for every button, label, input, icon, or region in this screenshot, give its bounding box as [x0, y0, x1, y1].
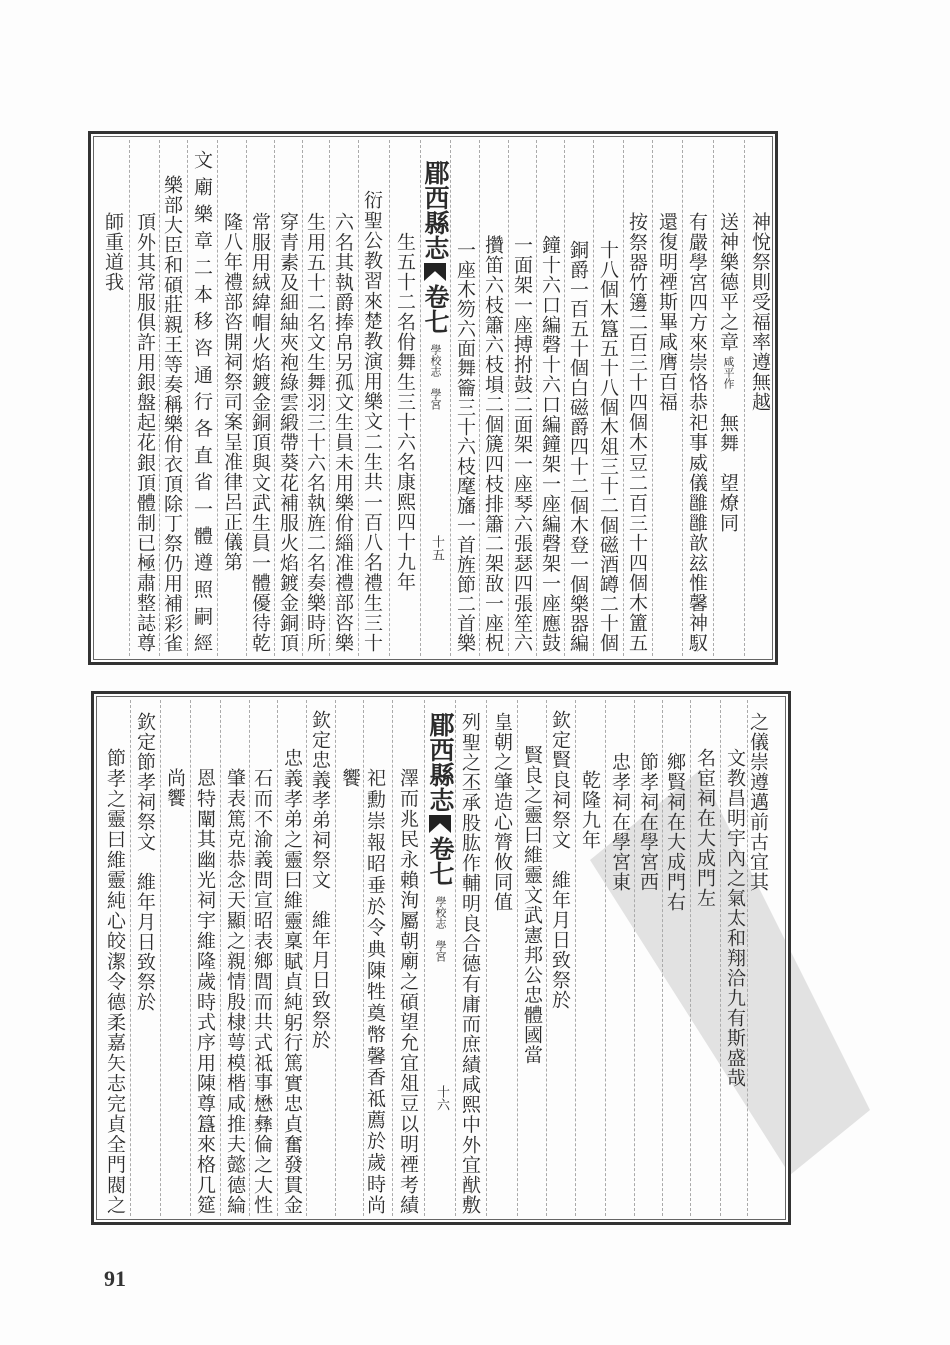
column-rule	[744, 140, 745, 656]
column-text: 皇朝之肇造心膂攸同值	[491, 712, 513, 912]
column-text: 肇表篤克恭念天顯之親情殷棣萼模楷咸推夫懿德綸	[224, 768, 246, 1214]
text-column	[547, 710, 573, 1010]
text-column	[392, 232, 418, 592]
column-text: 石而不渝義問宣昭表鄉閭而共式祗事懋彝倫之大性	[251, 768, 273, 1214]
column-text: 銅爵一百五十個白磁爵四十二個木登一個樂器編	[567, 240, 589, 652]
column-rule	[130, 700, 131, 1216]
column-text: 名宦祠在大成門左	[694, 748, 716, 908]
column-text: 恩特闡其幽光祠宇維隆歲時式序用陳尊簋來格几筵	[194, 768, 216, 1214]
column-rule	[392, 700, 393, 1216]
section-label: 學校志 學宮	[434, 896, 447, 962]
text-column	[509, 235, 535, 652]
column-rule	[713, 140, 714, 656]
column-text: 節孝之靈曰維靈純心皎潔令德柔嘉矢志完貞全門閥之	[104, 748, 126, 1214]
column-text: 饗	[339, 768, 361, 788]
column-rule	[389, 140, 390, 656]
column-rule	[160, 700, 161, 1216]
text-column	[189, 150, 215, 652]
text-column	[577, 770, 603, 850]
column-text: 鐘十六口編磬十六口編鐘架一座編磬架一座應鼓	[539, 235, 561, 652]
fishtail-mark-icon	[424, 263, 446, 281]
section-label: 學校志 學宮	[429, 344, 442, 410]
column-text: 按祭器竹籩二百三十四個木豆二百三十四個木簠五	[626, 212, 648, 652]
text-column	[519, 745, 545, 1065]
text-column	[192, 768, 218, 1214]
text-column	[279, 748, 305, 1214]
text-column	[395, 768, 421, 1214]
column-rule	[450, 140, 451, 656]
column-rule	[605, 700, 606, 1216]
text-column	[307, 710, 333, 1050]
text-column	[635, 752, 661, 892]
text-column	[715, 212, 741, 533]
column-rule	[190, 700, 191, 1216]
leaf-number: 十六	[434, 1085, 449, 1111]
column-text: 常服用絨緯帽火焰鍍金銅頂與文武生員一體優待乾	[249, 212, 271, 652]
text-column	[275, 212, 301, 652]
column-text: 送神樂德平之章	[717, 212, 739, 352]
column-rule	[517, 700, 518, 1216]
text-column	[100, 212, 126, 292]
column-text: 忠孝祠在學宮東	[609, 752, 631, 892]
book-title: 郿西縣志	[426, 712, 455, 812]
column-text: 節孝祠在學宮西	[637, 752, 659, 892]
column-rule	[593, 140, 594, 656]
column-text: 一面架一座搏拊鼓二面架一座琴六張瑟四張笙六	[511, 235, 533, 652]
column-rule	[424, 700, 425, 1216]
column-rule	[682, 140, 683, 656]
column-rule	[575, 700, 576, 1216]
column-text: 文廟樂章二本移咨通行各直省一體遵照嗣經	[191, 150, 213, 652]
text-column	[132, 212, 158, 652]
column-text: 列聖之丕承股肱作輔明良合德有庸而庶績咸熙中外宜猷敷	[459, 712, 481, 1214]
column-text: 頂外其常服俱許用銀盤起花銀頂體制已極肅整誌尊	[134, 212, 156, 652]
text-column	[654, 212, 680, 412]
volume-label: 卷七	[421, 284, 450, 334]
text-column	[537, 235, 563, 652]
column-rule	[187, 140, 188, 656]
column-rule	[720, 700, 721, 1216]
text-column	[480, 235, 506, 652]
column-text: 穿青素及細紬夾袍綠雲緞帶葵花補服火焰鍍金銅頂	[277, 212, 299, 652]
text-column	[624, 212, 650, 652]
column-rule	[486, 700, 487, 1216]
column-text: 衍聖公教習來楚教演用樂文二生共一百八名禮生三十	[361, 190, 383, 652]
page-number: 91	[104, 1266, 126, 1291]
column-rule	[220, 700, 221, 1216]
column-text: 一座木笏六面舞籥三十六枝麾旛一首旌節二首樂	[454, 240, 476, 652]
column-rule	[455, 700, 456, 1216]
column-rule	[335, 700, 336, 1216]
column-text: 乾隆九年	[579, 770, 601, 850]
column-rule	[690, 700, 691, 1216]
text-column	[722, 748, 748, 1088]
text-column	[362, 768, 388, 1214]
book-title: 郿西縣志	[421, 160, 450, 260]
volume-label: 卷七	[426, 836, 455, 886]
column-text: 十八個木簋五十八個木俎三十二個磁酒罇二十個	[597, 240, 619, 652]
column-text: 生五十二名佾舞生三十六名康熙四十九年	[394, 232, 416, 592]
column-text: 尚饗	[164, 768, 186, 808]
text-column	[219, 212, 245, 572]
column-text: 澤而兆民永賴洵屬朝廟之碩望允宜俎豆以明禋考績	[397, 768, 419, 1214]
text-column	[247, 212, 273, 652]
text-column	[102, 748, 128, 1214]
column-text: 欽定賢良祠祭文 維年月日致祭於	[549, 710, 571, 1010]
column-text: 隆八年禮部咨開祠祭司案呈准律呂正儀第	[221, 212, 243, 572]
column-text: 攢笛六枝簫六枝塤二個篪四枝排簫二架敔一座柷	[482, 235, 504, 652]
column-text: 賢良之靈曰維靈文武憲邦公忠體國當	[521, 745, 543, 1065]
text-column	[132, 712, 158, 1012]
column-text: 還復明禋斯畢咸膺百福	[656, 212, 678, 412]
column-text: 樂部大臣和碩莊親王等奏稱樂佾衣頂除丁祭仍用補彩雀	[161, 175, 183, 652]
text-column	[747, 212, 773, 412]
column-text: 忠義孝弟之靈曰維靈稟賦貞純躬行篤實忠貞奮發貫金	[281, 748, 303, 1214]
column-rule	[129, 140, 130, 656]
column-rule	[652, 140, 653, 656]
column-text: 神悅祭則受福率遵無越	[749, 212, 771, 412]
text-column	[359, 190, 385, 652]
text-column	[162, 768, 188, 808]
text-column	[745, 712, 771, 892]
column-text: 欽定節孝祠祭文 維年月日致祭於	[134, 712, 156, 1012]
text-column	[337, 768, 363, 788]
column-text: 鄉賢祠在大成門右	[664, 752, 686, 912]
text-column	[607, 752, 633, 892]
text-column	[222, 768, 248, 1214]
leaf-number: 十五	[429, 535, 444, 561]
page-header-column	[422, 160, 448, 414]
column-text: 欽定忠義孝弟祠祭文 維年月日致祭於	[309, 710, 331, 1050]
annotation-note: 咸平作	[722, 356, 735, 389]
column-rule	[277, 700, 278, 1216]
text-column	[330, 212, 356, 652]
column-rule	[217, 140, 218, 656]
text-column	[684, 212, 710, 652]
text-column	[692, 748, 718, 908]
text-column	[457, 712, 483, 1214]
column-text: 文教昌明宇內之氣太和翔洽九有斯盛哉	[724, 748, 746, 1088]
text-column	[302, 212, 328, 652]
text-column	[249, 768, 275, 1214]
column-text: 有嚴學宮四方來崇恪恭祀事威儀雝雝歆玆惟馨神馭	[686, 212, 708, 652]
column-text: 生用五十二名文生舞羽三十六名執旌二名奏樂時所	[304, 212, 326, 652]
column-text: 師重道我	[102, 212, 124, 292]
text-column	[489, 712, 515, 912]
text-column	[662, 752, 688, 912]
page-header-column	[427, 712, 453, 966]
text-column	[159, 175, 185, 652]
text-column	[452, 240, 478, 652]
column-text: 無舞 望燎同	[717, 393, 739, 533]
column-text: 六名其執爵捧帛另孤文生員未用樂佾緇准禮部咨樂	[332, 212, 354, 652]
column-text: 祀勳崇報昭垂於令典陳牲奠幣馨香祗薦於歲時尚	[364, 768, 386, 1214]
fishtail-mark-icon	[429, 815, 451, 833]
text-column	[565, 240, 591, 652]
text-column	[595, 240, 621, 652]
column-text: 之儀崇遵邁前古宜其	[747, 712, 769, 892]
